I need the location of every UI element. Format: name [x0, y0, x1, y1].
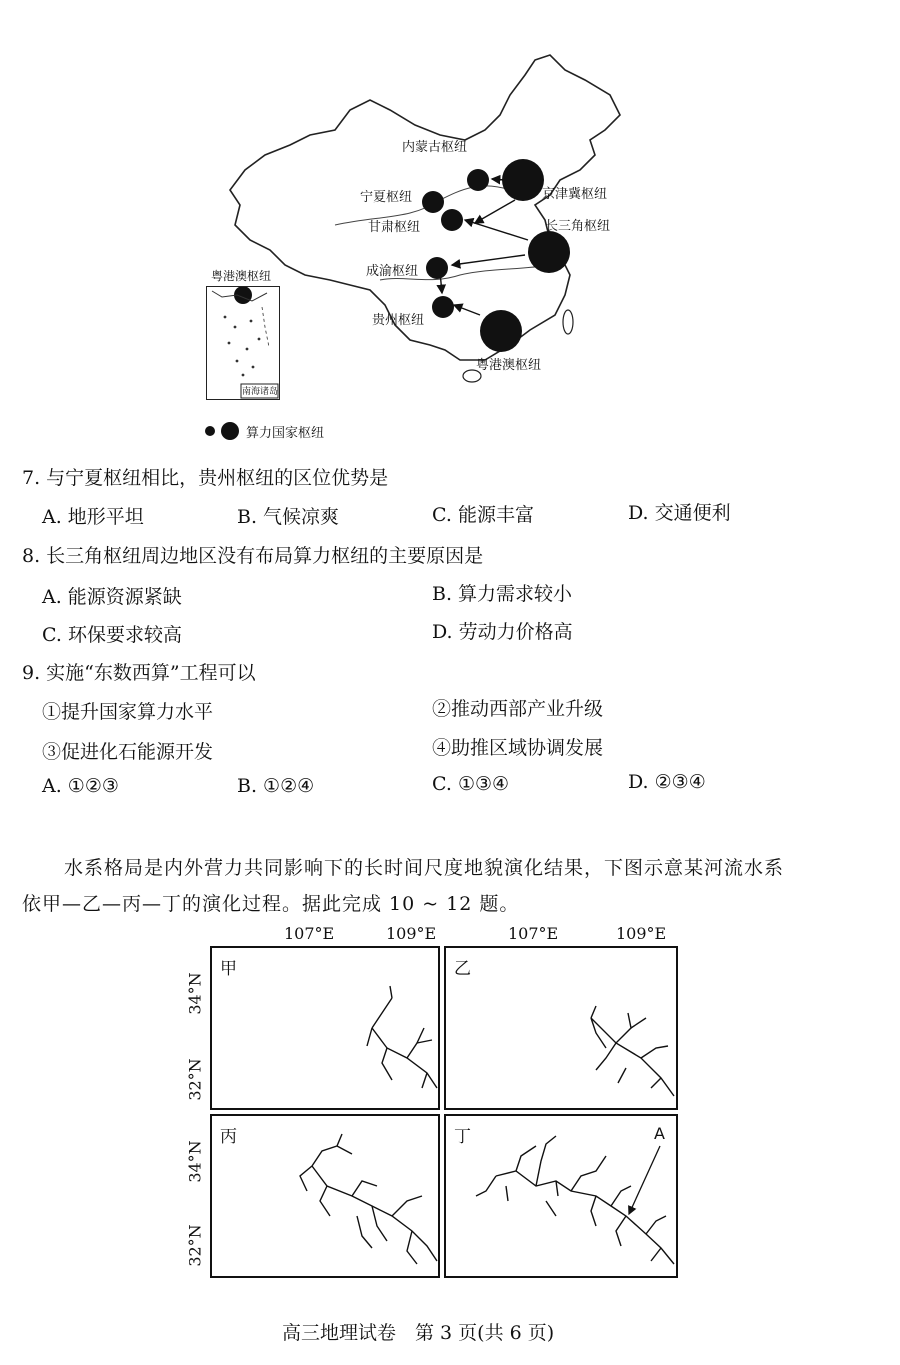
lon-label-109-right: 109°E — [616, 924, 667, 943]
question-stem: 7. 与宁夏枢纽相比，贵州枢纽的区位优势是 — [22, 467, 389, 489]
option-c: C. ①③④ — [432, 773, 510, 795]
option-d: D. 交通便利 — [628, 502, 731, 524]
label-ningxia: 宁夏枢纽 — [360, 190, 413, 205]
panel-jia — [210, 946, 440, 1110]
option-c: C. 环保要求较高 — [42, 624, 182, 646]
passage-line-1: 水系格局是内外营力共同影响下的长时间尺度地貌演化结果，下图示意某河流水系 — [64, 857, 785, 879]
lon-label-109-left: 109°E — [386, 924, 437, 943]
panel-label: 丁 — [454, 1127, 471, 1147]
passage-line-2: 依甲—乙—丙—丁的演化过程。据此完成 10 ~ 12 题。 — [22, 893, 520, 915]
river-evolution-figure — [180, 920, 690, 1280]
panel-label: 乙 — [454, 959, 471, 979]
hub-ningxia — [422, 191, 444, 213]
option-d: D. ②③④ — [628, 771, 706, 793]
lon-label-107-left: 107°E — [284, 924, 335, 943]
inset-hub-label: 粤港澳枢纽 — [211, 269, 272, 283]
label-jingjinji: 京津冀枢纽 — [542, 187, 608, 202]
option-b: B. 算力需求较小 — [432, 583, 573, 605]
option-b: B. ①②④ — [237, 775, 315, 797]
hub-jingjinji — [502, 159, 544, 201]
hub-neimenggu — [467, 169, 489, 191]
point-a-label: A — [654, 1124, 665, 1143]
label-gansu: 甘肃枢纽 — [368, 220, 421, 235]
panel-yi — [444, 946, 678, 1110]
lat-label-34-bottom: 34°N — [185, 1140, 205, 1183]
hub-yuegangao — [480, 310, 522, 352]
question-stem: 9. 实施“东数西算”工程可以 — [22, 662, 256, 684]
label-changsanjiao: 长三角枢纽 — [545, 219, 611, 234]
hub-chengyu — [426, 257, 448, 279]
south-china-sea-inset — [206, 269, 280, 400]
hub-guizhou — [432, 296, 454, 318]
china-hub-map — [190, 40, 630, 460]
statement-3: ③促进化石能源开发 — [42, 741, 214, 763]
panel-bing — [210, 1114, 440, 1278]
inset-caption: 南海诸岛 — [242, 387, 279, 397]
statement-4: ④助推区域协调发展 — [432, 737, 604, 759]
lon-label-107-right: 107°E — [508, 924, 559, 943]
label-chengyu: 成渝枢纽 — [366, 264, 419, 279]
legend-label: 算力国家枢纽 — [246, 426, 325, 441]
panel-label: 丙 — [220, 1127, 237, 1147]
label-guizhou: 贵州枢纽 — [372, 313, 425, 328]
statement-2: ②推动西部产业升级 — [432, 698, 604, 720]
lat-label-34-top: 34°N — [185, 972, 205, 1015]
lat-label-32-top: 32°N — [185, 1058, 205, 1101]
option-d: D. 劳动力价格高 — [432, 621, 573, 643]
question-stem: 8. 长三角枢纽周边地区没有布局算力枢纽的主要原因是 — [22, 545, 484, 567]
option-a: A. 能源资源紧缺 — [42, 586, 182, 608]
hub-gansu — [441, 209, 463, 231]
map-legend — [204, 420, 404, 442]
label-neimenggu: 内蒙古枢纽 — [402, 140, 468, 155]
statement-1: ①提升国家算力水平 — [42, 701, 214, 723]
lat-label-32-bottom: 32°N — [185, 1224, 205, 1267]
option-c: C. 能源丰富 — [432, 504, 534, 526]
page-footer: 高三地理试卷 第 3 页(共 6 页) — [282, 1322, 555, 1344]
option-a: A. 地形平坦 — [42, 506, 144, 528]
panel-label: 甲 — [220, 959, 237, 979]
option-a: A. ①②③ — [42, 775, 119, 797]
option-b: B. 气候凉爽 — [237, 506, 340, 528]
hub-changsanjiao — [528, 231, 570, 273]
panel-ding — [444, 1114, 678, 1278]
label-yuegangao: 粤港澳枢纽 — [476, 358, 542, 373]
